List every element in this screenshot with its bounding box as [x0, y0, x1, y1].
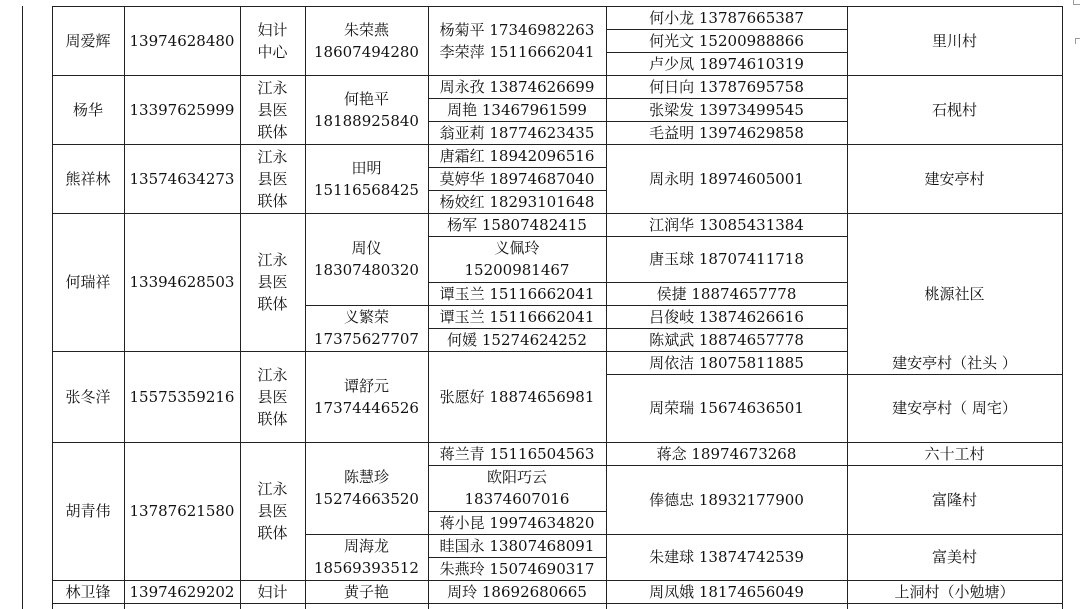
organization: 妇计 中心 [257, 20, 288, 61]
member-contact: 周艳 13467961599 [447, 100, 587, 119]
village-area: 建安亭村 [924, 169, 985, 188]
village-contact: 江润华 13085431384 [649, 215, 804, 234]
village-area: 里川村 [931, 31, 977, 50]
table-rule-vertical [22, 6, 23, 609]
doctor-contact: 黄子艳 [343, 582, 389, 601]
organization: 江永 县医 联体 [257, 480, 288, 542]
village-area: 石枧村 [931, 100, 977, 119]
village-contact: 何小龙 13787665387 [649, 8, 804, 27]
leader-phone: 13974629202 [129, 582, 235, 601]
leader-phone: 13394628503 [129, 273, 235, 291]
village-contact: 侯捷 18874657778 [656, 284, 797, 303]
doctor-contact: 义繁荣 17375627707 [314, 308, 419, 348]
village-area: 建安亭村（社头 ） [892, 353, 1017, 372]
member-contact: 蒋小昆 19974634820 [439, 513, 595, 532]
village-contact: 俸德忠 18932177900 [649, 490, 804, 509]
doctor-contact: 陈慧珍 15274663520 [314, 468, 419, 508]
member-contact: 翁亚莉 18774623435 [439, 123, 595, 142]
leader-phone: 13574634273 [129, 169, 235, 188]
village-contact: 周凤娥 18174656049 [649, 582, 804, 601]
member-contact: 杨军 15807482415 [447, 215, 587, 234]
member-contact: 谭玉兰 15116662041 [439, 307, 595, 326]
organization: 江永 县医 联体 [257, 251, 288, 313]
village-area: 建安亭村（ 周宅） [892, 399, 1017, 417]
leader-name: 胡青伟 [65, 502, 111, 520]
member-contact: 周永孜 13874626699 [439, 77, 595, 96]
member-contact: 朱燕玲 15074690317 [439, 559, 595, 578]
leader-name: 熊祥林 [65, 169, 111, 188]
organization: 江永 县医 联体 [257, 78, 288, 141]
village-contact: 蒋念 18974673268 [656, 444, 797, 463]
village-area: 富隆村 [931, 490, 977, 509]
table-rule-horizontal [428, 603, 607, 604]
doctor-contact: 周海龙 18569393512 [314, 537, 419, 577]
village-contact: 何光文 15200988866 [649, 31, 804, 50]
doctor-contact: 何艳平 18188925840 [314, 89, 419, 130]
leader-phone: 13974628480 [129, 31, 235, 50]
leader-name: 杨华 [72, 100, 103, 119]
village-contact: 吕俊岐 13874626616 [649, 307, 804, 326]
organization: 江永 县医 联体 [257, 147, 288, 210]
member-contact: 周玲 18692680665 [447, 582, 587, 601]
doctor-contact: 田明 15116568425 [314, 158, 419, 199]
page-corner-mark-top-right [1073, 0, 1080, 5]
table-rule-vertical [847, 6, 848, 609]
member-contact: 张愿好 18874656981 [439, 387, 595, 406]
member-contact: 唐霜红 18942096516 [439, 146, 595, 165]
member-contact: 义佩玲 15200981467 [464, 239, 570, 279]
village-contact: 毛益明 13974629858 [649, 123, 804, 142]
table-rule-vertical [1062, 6, 1063, 609]
member-contact: 杨菊平 17346982263 李荣萍 15116662041 [439, 20, 595, 61]
leader-name: 周爱辉 [65, 31, 111, 50]
page-margin-mark-right [1075, 38, 1080, 44]
village-area: 富美村 [931, 548, 977, 566]
member-contact: 蒋兰青 15116504563 [439, 444, 595, 463]
table-rule-horizontal [52, 603, 306, 604]
table-rule-vertical [52, 6, 53, 609]
village-contact: 卢少凤 18974610319 [649, 54, 804, 73]
organization: 江永 县医 联体 [257, 365, 288, 428]
village-contact: 陈斌武 18874657778 [649, 330, 804, 349]
leader-name: 张冬洋 [65, 387, 111, 406]
member-contact: 欧阳巧云 18374607016 [464, 468, 570, 508]
table-rule-horizontal [52, 6, 1063, 7]
table-rule-vertical [428, 6, 429, 609]
doctor-contact: 谭舒元 17374446526 [314, 376, 419, 417]
village-area: 六十工村 [924, 444, 985, 463]
village-area: 桃源社区 [924, 284, 985, 303]
leader-name: 何瑞祥 [65, 273, 111, 291]
village-contact: 周永明 18974605001 [649, 169, 804, 188]
leader-phone: 13397625999 [129, 100, 235, 119]
village-contact: 唐玉球 18707411718 [649, 250, 804, 268]
leader-phone: 15575359216 [129, 387, 235, 406]
village-contact: 张梁发 13973499545 [649, 100, 804, 119]
village-contact: 周依洁 18075811885 [649, 353, 804, 372]
table-rule-horizontal [847, 603, 1063, 604]
table-rule-vertical [305, 6, 306, 609]
village-area: 上洞村（小勉塘） [894, 582, 1015, 601]
organization: 妇计 [257, 582, 288, 601]
member-contact: 莫婷华 18974687040 [439, 169, 595, 188]
table-rule-vertical [124, 6, 125, 609]
leader-name: 林卫锋 [65, 582, 111, 601]
member-contact: 谭玉兰 15116662041 [439, 284, 595, 303]
doctor-contact: 朱荣燕 18607494280 [314, 20, 419, 61]
member-contact: 杨姣红 18293101648 [439, 192, 595, 211]
table-rule-vertical [606, 6, 607, 609]
table-rule-vertical [240, 6, 241, 609]
table-rule-horizontal [305, 603, 429, 604]
member-contact: 何媛 15274624252 [447, 330, 587, 349]
table-rule-horizontal [606, 603, 848, 604]
leader-phone: 13787621580 [129, 502, 235, 520]
member-contact: 眭国永 13807468091 [439, 536, 595, 555]
doctor-contact: 周仪 18307480320 [314, 239, 419, 279]
village-contact: 何日向 13787695758 [649, 77, 804, 96]
village-contact: 朱建球 13874742539 [649, 548, 804, 566]
village-contact: 周荣瑞 15674636501 [649, 399, 804, 417]
